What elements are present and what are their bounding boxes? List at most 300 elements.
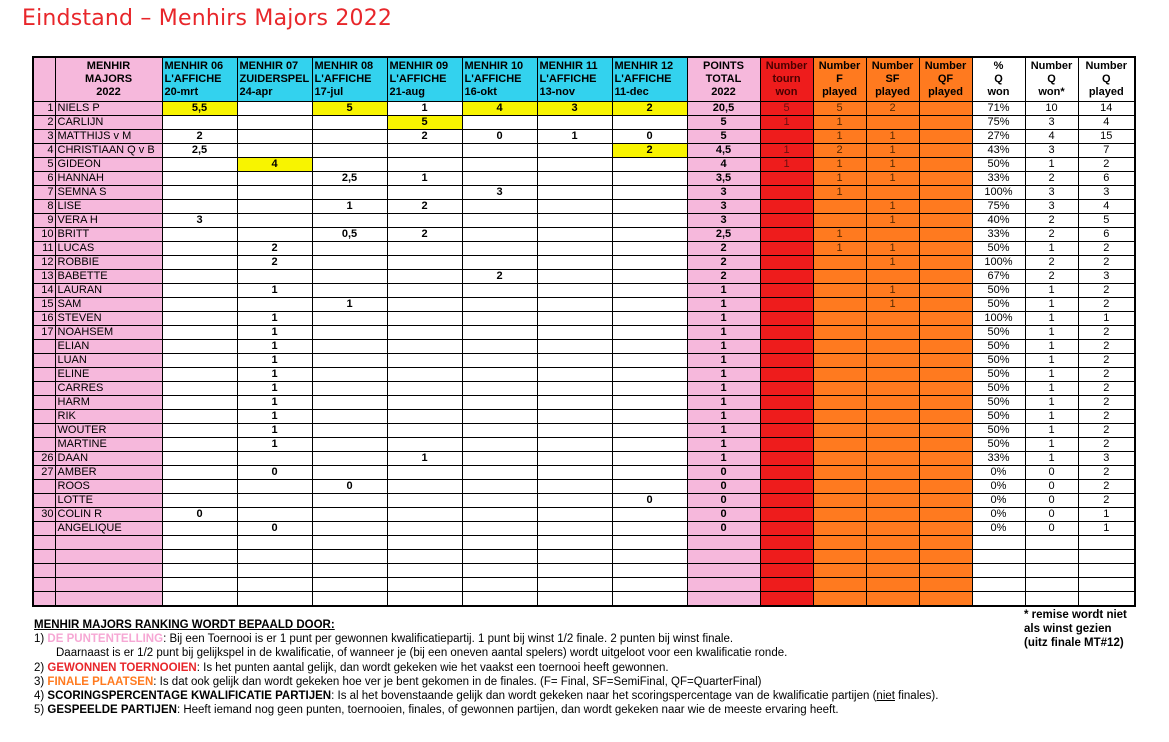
tournament-score-cell xyxy=(537,116,612,130)
tournaments-won-cell xyxy=(760,172,813,186)
tournament-score-cell xyxy=(612,354,687,368)
table-row xyxy=(33,256,1135,270)
tournament-score-cell xyxy=(462,494,537,508)
tournament-score-cell xyxy=(312,116,387,130)
rank-cell xyxy=(33,382,55,396)
points-total-cell: 1 xyxy=(687,452,760,466)
empty-cell xyxy=(462,564,537,578)
tournament-score-cell xyxy=(237,200,312,214)
rank-cell: 10 xyxy=(33,228,55,242)
rank-cell xyxy=(33,354,55,368)
finals-played-cell: 1 xyxy=(813,242,866,256)
table-row xyxy=(33,522,1135,536)
table-row xyxy=(33,480,1135,494)
column-header: MENHIR 12 L'AFFICHE 11-dec xyxy=(612,57,687,102)
q-won-cell: 3 xyxy=(1025,186,1078,200)
quarterfinals-played-cell xyxy=(919,130,972,144)
table-row xyxy=(33,466,1135,480)
tournament-score-cell xyxy=(312,186,387,200)
empty-cell xyxy=(537,564,612,578)
table-row xyxy=(33,326,1135,340)
q-won-percent-cell: 50% xyxy=(972,438,1025,452)
quarterfinals-played-cell xyxy=(919,354,972,368)
semifinals-played-cell xyxy=(866,368,919,382)
empty-cell xyxy=(387,536,462,550)
tournament-score-cell xyxy=(312,144,387,158)
tournament-score-cell xyxy=(312,326,387,340)
points-total-cell: 1 xyxy=(687,410,760,424)
semifinals-played-cell xyxy=(866,438,919,452)
tournament-score-cell xyxy=(612,298,687,312)
table-row xyxy=(33,214,1135,228)
note-4: 4) SCORINGSPERCENTAGE KWALIFICATIE PARTIJEN: Is al het bovenstaande gelijk dan wordt gekeken naar het scoringspercentage van de kwalificatie partijen (niet finales). xyxy=(34,690,939,703)
empty-cell xyxy=(612,550,687,564)
empty-row xyxy=(33,536,1135,550)
empty-cell xyxy=(33,536,55,550)
tournament-score-cell xyxy=(162,438,237,452)
tournament-score-cell xyxy=(612,116,687,130)
empty-cell xyxy=(919,578,972,592)
points-total-cell: 2,5 xyxy=(687,228,760,242)
q-won-cell: 0 xyxy=(1025,480,1078,494)
semifinals-played-cell: 2 xyxy=(866,102,919,116)
tournament-score-cell xyxy=(312,424,387,438)
player-name-cell: ANGELIQUE xyxy=(55,522,162,536)
empty-cell xyxy=(612,592,687,607)
player-name-cell: NOAHSEM xyxy=(55,326,162,340)
tournament-score-cell xyxy=(312,158,387,172)
q-played-cell: 5 xyxy=(1078,214,1135,228)
points-total-cell: 20,5 xyxy=(687,102,760,116)
semifinals-played-cell xyxy=(866,270,919,284)
empty-cell xyxy=(462,578,537,592)
tournament-score-cell xyxy=(537,312,612,326)
table-row xyxy=(33,270,1135,284)
tournament-score-cell xyxy=(237,298,312,312)
empty-cell xyxy=(687,536,760,550)
tournament-score-cell xyxy=(462,452,537,466)
finals-played-cell xyxy=(813,298,866,312)
empty-cell xyxy=(687,550,760,564)
tournament-score-cell xyxy=(537,354,612,368)
player-name-cell: SEMNA S xyxy=(55,186,162,200)
points-total-cell: 2 xyxy=(687,270,760,284)
table-row xyxy=(33,354,1135,368)
tournament-score-cell xyxy=(162,284,237,298)
q-won-percent-cell: 75% xyxy=(972,200,1025,214)
tournaments-won-cell xyxy=(760,200,813,214)
header-row xyxy=(33,57,1135,102)
q-played-cell: 7 xyxy=(1078,144,1135,158)
tournament-score-cell xyxy=(612,214,687,228)
quarterfinals-played-cell xyxy=(919,508,972,522)
rank-cell: 27 xyxy=(33,466,55,480)
column-header: % Q won xyxy=(972,57,1025,102)
rank-cell: 2 xyxy=(33,116,55,130)
empty-cell xyxy=(972,578,1025,592)
q-won-percent-cell: 33% xyxy=(972,228,1025,242)
q-played-cell: 2 xyxy=(1078,368,1135,382)
tournament-score-cell: 1 xyxy=(237,284,312,298)
finals-played-cell: 1 xyxy=(813,116,866,130)
q-played-cell: 2 xyxy=(1078,466,1135,480)
player-name-cell: ELIAN xyxy=(55,340,162,354)
empty-cell xyxy=(919,536,972,550)
tournaments-won-cell xyxy=(760,214,813,228)
points-total-cell: 2 xyxy=(687,256,760,270)
tournament-score-cell: 1 xyxy=(237,424,312,438)
column-header: MENHIR 08 L'AFFICHE 17-jul xyxy=(312,57,387,102)
tournament-score-cell xyxy=(162,466,237,480)
q-played-cell: 2 xyxy=(1078,284,1135,298)
tournament-score-cell xyxy=(462,312,537,326)
ranking-notes xyxy=(34,618,1014,717)
semifinals-played-cell xyxy=(866,410,919,424)
tournament-score-cell xyxy=(237,508,312,522)
empty-cell xyxy=(866,550,919,564)
table-row xyxy=(33,172,1135,186)
empty-cell xyxy=(387,578,462,592)
tournament-score-cell xyxy=(537,410,612,424)
tournaments-won-cell xyxy=(760,494,813,508)
table-row xyxy=(33,494,1135,508)
tournament-score-cell xyxy=(387,256,462,270)
tournament-score-cell xyxy=(162,424,237,438)
tournament-score-cell: 0 xyxy=(162,508,237,522)
tournament-score-cell xyxy=(537,396,612,410)
table-row xyxy=(33,312,1135,326)
tournament-score-cell xyxy=(387,494,462,508)
q-won-percent-cell: 50% xyxy=(972,326,1025,340)
q-won-cell: 1 xyxy=(1025,382,1078,396)
q-played-cell: 2 xyxy=(1078,382,1135,396)
tournament-score-cell xyxy=(462,396,537,410)
tournament-score-cell: 1 xyxy=(237,396,312,410)
tournament-score-cell xyxy=(462,340,537,354)
quarterfinals-played-cell xyxy=(919,298,972,312)
q-won-percent-cell: 50% xyxy=(972,340,1025,354)
table-row xyxy=(33,158,1135,172)
semifinals-played-cell xyxy=(866,424,919,438)
tournament-score-cell xyxy=(612,284,687,298)
tournament-score-cell xyxy=(612,522,687,536)
rank-cell: 9 xyxy=(33,214,55,228)
q-won-cell: 1 xyxy=(1025,298,1078,312)
q-played-cell: 6 xyxy=(1078,228,1135,242)
tournament-score-cell xyxy=(387,522,462,536)
tournaments-won-cell xyxy=(760,410,813,424)
table-row xyxy=(33,228,1135,242)
tournaments-won-cell: 1 xyxy=(760,144,813,158)
empty-cell xyxy=(1078,578,1135,592)
tournament-score-cell xyxy=(162,270,237,284)
empty-cell xyxy=(1078,564,1135,578)
tournament-score-cell xyxy=(612,508,687,522)
tournament-score-cell xyxy=(162,452,237,466)
q-played-cell: 3 xyxy=(1078,452,1135,466)
rank-cell xyxy=(33,340,55,354)
rank-cell: 6 xyxy=(33,172,55,186)
empty-cell xyxy=(687,592,760,607)
q-won-percent-cell: 0% xyxy=(972,494,1025,508)
q-won-percent-cell: 50% xyxy=(972,396,1025,410)
table-row xyxy=(33,382,1135,396)
q-won-cell: 1 xyxy=(1025,354,1078,368)
empty-cell xyxy=(813,592,866,607)
player-name-cell: DAAN xyxy=(55,452,162,466)
tournament-score-cell xyxy=(312,242,387,256)
player-name-cell: BRITT xyxy=(55,228,162,242)
points-total-cell: 1 xyxy=(687,438,760,452)
empty-cell xyxy=(33,578,55,592)
quarterfinals-played-cell xyxy=(919,228,972,242)
note-2: 2) GEWONNEN TOERNOOIEN: Is het punten aantal gelijk, dan wordt gekeken wie het vaakst een toernooi heeft gewonnen. xyxy=(34,661,669,674)
quarterfinals-played-cell xyxy=(919,452,972,466)
rank-cell: 8 xyxy=(33,200,55,214)
quarterfinals-played-cell xyxy=(919,312,972,326)
tournaments-won-cell: 1 xyxy=(760,158,813,172)
quarterfinals-played-cell xyxy=(919,144,972,158)
q-won-cell: 0 xyxy=(1025,494,1078,508)
empty-cell xyxy=(162,592,237,607)
tournament-score-cell xyxy=(612,396,687,410)
table-row xyxy=(33,284,1135,298)
table-row xyxy=(33,452,1135,466)
tournaments-won-cell xyxy=(760,242,813,256)
tournament-score-cell xyxy=(387,368,462,382)
table-body xyxy=(33,102,1135,607)
empty-cell xyxy=(162,550,237,564)
column-header: MENHIR 10 L'AFFICHE 16-okt xyxy=(462,57,537,102)
tournament-score-cell xyxy=(387,284,462,298)
tournament-score-cell: 2 xyxy=(462,270,537,284)
tournament-score-cell xyxy=(537,452,612,466)
quarterfinals-played-cell xyxy=(919,256,972,270)
finals-played-cell: 1 xyxy=(813,186,866,200)
tournament-score-cell xyxy=(237,186,312,200)
quarterfinals-played-cell xyxy=(919,186,972,200)
q-won-cell: 1 xyxy=(1025,312,1078,326)
empty-cell xyxy=(760,550,813,564)
tournaments-won-cell xyxy=(760,228,813,242)
tournament-score-cell: 0 xyxy=(612,130,687,144)
empty-cell xyxy=(813,578,866,592)
tournament-score-cell xyxy=(312,438,387,452)
rank-cell: 26 xyxy=(33,452,55,466)
tournament-score-cell xyxy=(462,480,537,494)
rank-cell xyxy=(33,368,55,382)
tournament-score-cell xyxy=(162,382,237,396)
empty-cell xyxy=(760,536,813,550)
tournament-score-cell xyxy=(462,172,537,186)
rank-cell: 15 xyxy=(33,298,55,312)
points-total-cell: 3 xyxy=(687,186,760,200)
finals-played-cell xyxy=(813,438,866,452)
q-played-cell: 3 xyxy=(1078,270,1135,284)
quarterfinals-played-cell xyxy=(919,326,972,340)
finals-played-cell xyxy=(813,382,866,396)
player-name-cell: LOTTE xyxy=(55,494,162,508)
tournament-score-cell xyxy=(537,340,612,354)
tournament-score-cell xyxy=(462,144,537,158)
tournament-score-cell: 0 xyxy=(237,522,312,536)
tournament-score-cell xyxy=(612,200,687,214)
semifinals-played-cell xyxy=(866,116,919,130)
tournament-score-cell: 1 xyxy=(237,354,312,368)
tournament-score-cell xyxy=(237,228,312,242)
tournament-score-cell xyxy=(537,214,612,228)
tournament-score-cell xyxy=(237,270,312,284)
empty-cell xyxy=(1025,578,1078,592)
q-won-cell: 2 xyxy=(1025,256,1078,270)
semifinals-played-cell xyxy=(866,396,919,410)
tournament-score-cell xyxy=(537,200,612,214)
empty-cell xyxy=(866,592,919,607)
empty-cell xyxy=(972,550,1025,564)
q-won-percent-cell: 50% xyxy=(972,424,1025,438)
q-won-cell: 1 xyxy=(1025,284,1078,298)
semifinals-played-cell: 1 xyxy=(866,242,919,256)
semifinals-played-cell xyxy=(866,382,919,396)
player-name-cell: CARLIJN xyxy=(55,116,162,130)
tournament-score-cell xyxy=(612,410,687,424)
q-won-percent-cell: 50% xyxy=(972,410,1025,424)
q-won-cell: 1 xyxy=(1025,424,1078,438)
semifinals-played-cell xyxy=(866,186,919,200)
rank-cell: 4 xyxy=(33,144,55,158)
tournament-score-cell xyxy=(462,228,537,242)
player-name-cell: BABETTE xyxy=(55,270,162,284)
quarterfinals-played-cell xyxy=(919,214,972,228)
tournaments-won-cell xyxy=(760,480,813,494)
quarterfinals-played-cell xyxy=(919,242,972,256)
tournaments-won-cell xyxy=(760,438,813,452)
tournament-score-cell xyxy=(537,270,612,284)
tournament-score-cell: 1 xyxy=(237,438,312,452)
tournaments-won-cell xyxy=(760,256,813,270)
player-name-cell: HARM xyxy=(55,396,162,410)
points-total-cell: 4,5 xyxy=(687,144,760,158)
rank-cell: 7 xyxy=(33,186,55,200)
tournaments-won-cell xyxy=(760,452,813,466)
empty-cell xyxy=(462,550,537,564)
q-won-cell: 1 xyxy=(1025,242,1078,256)
quarterfinals-played-cell xyxy=(919,102,972,116)
q-won-cell: 1 xyxy=(1025,340,1078,354)
column-header: Number F played xyxy=(813,57,866,102)
tournament-score-cell xyxy=(387,466,462,480)
column-header: MENHIR 06 L'AFFICHE 20-mrt xyxy=(162,57,237,102)
empty-row xyxy=(33,592,1135,607)
semifinals-played-cell: 1 xyxy=(866,298,919,312)
tournament-score-cell xyxy=(387,242,462,256)
table-row xyxy=(33,438,1135,452)
tournament-score-cell: 0 xyxy=(237,466,312,480)
q-won-cell: 4 xyxy=(1025,130,1078,144)
semifinals-played-cell xyxy=(866,466,919,480)
tournament-score-cell xyxy=(537,298,612,312)
q-won-cell: 0 xyxy=(1025,522,1078,536)
q-won-percent-cell: 50% xyxy=(972,382,1025,396)
rank-cell: 14 xyxy=(33,284,55,298)
q-played-cell: 1 xyxy=(1078,312,1135,326)
empty-cell xyxy=(972,592,1025,607)
tournament-score-cell xyxy=(537,480,612,494)
points-total-cell: 0 xyxy=(687,480,760,494)
points-total-cell: 0 xyxy=(687,508,760,522)
tournament-score-cell xyxy=(237,116,312,130)
player-name-cell: SAM xyxy=(55,298,162,312)
q-won-percent-cell: 50% xyxy=(972,298,1025,312)
tournament-score-cell xyxy=(462,116,537,130)
rank-cell: 30 xyxy=(33,508,55,522)
tournament-score-cell: 2 xyxy=(387,228,462,242)
ranking-table xyxy=(32,56,1136,607)
column-header: Number SF played xyxy=(866,57,919,102)
tournament-score-cell: 3 xyxy=(537,102,612,116)
empty-cell xyxy=(1025,550,1078,564)
tournament-score-cell xyxy=(612,186,687,200)
q-played-cell: 3 xyxy=(1078,186,1135,200)
semifinals-played-cell xyxy=(866,480,919,494)
tournament-score-cell xyxy=(612,382,687,396)
tournament-score-cell xyxy=(462,410,537,424)
empty-cell xyxy=(312,578,387,592)
tournament-score-cell xyxy=(387,144,462,158)
tournament-score-cell xyxy=(162,158,237,172)
empty-cell xyxy=(387,564,462,578)
tournament-score-cell: 1 xyxy=(387,452,462,466)
empty-cell xyxy=(866,578,919,592)
tournament-score-cell: 1 xyxy=(237,326,312,340)
tournaments-won-cell xyxy=(760,368,813,382)
tournament-score-cell xyxy=(162,200,237,214)
q-played-cell: 14 xyxy=(1078,102,1135,116)
tournaments-won-cell xyxy=(760,284,813,298)
finals-played-cell xyxy=(813,284,866,298)
column-header: MENHIR MAJORS 2022 xyxy=(55,57,162,102)
tournament-score-cell xyxy=(162,256,237,270)
empty-cell xyxy=(813,550,866,564)
tournament-score-cell xyxy=(237,172,312,186)
note-5: 5) GESPEELDE PARTIJEN: Heeft iemand nog geen punten, toernooien, finales, of gewonnen partijen, dan wordt gekeken naar wie de meeste ervaring heeft. xyxy=(34,704,839,717)
tournament-score-cell xyxy=(462,424,537,438)
tournament-score-cell: 0 xyxy=(312,480,387,494)
tournament-score-cell: 1 xyxy=(387,172,462,186)
q-played-cell: 4 xyxy=(1078,116,1135,130)
q-played-cell: 2 xyxy=(1078,298,1135,312)
q-played-cell: 2 xyxy=(1078,438,1135,452)
notes-heading: MENHIR MAJORS RANKING WORDT BEPAALD DOOR: xyxy=(34,619,335,631)
tournament-score-cell xyxy=(462,354,537,368)
tournament-score-cell xyxy=(387,424,462,438)
tournament-score-cell xyxy=(162,368,237,382)
empty-row xyxy=(33,550,1135,564)
finals-played-cell xyxy=(813,452,866,466)
finals-played-cell: 1 xyxy=(813,172,866,186)
tournament-score-cell xyxy=(612,172,687,186)
q-played-cell: 2 xyxy=(1078,424,1135,438)
semifinals-played-cell xyxy=(866,522,919,536)
player-name-cell: LISE xyxy=(55,200,162,214)
player-name-cell: GIDEON xyxy=(55,158,162,172)
q-played-cell: 2 xyxy=(1078,494,1135,508)
points-total-cell: 3 xyxy=(687,214,760,228)
column-header: Number Q played xyxy=(1078,57,1135,102)
empty-cell xyxy=(312,536,387,550)
tournament-score-cell xyxy=(162,340,237,354)
tournament-score-cell xyxy=(312,340,387,354)
